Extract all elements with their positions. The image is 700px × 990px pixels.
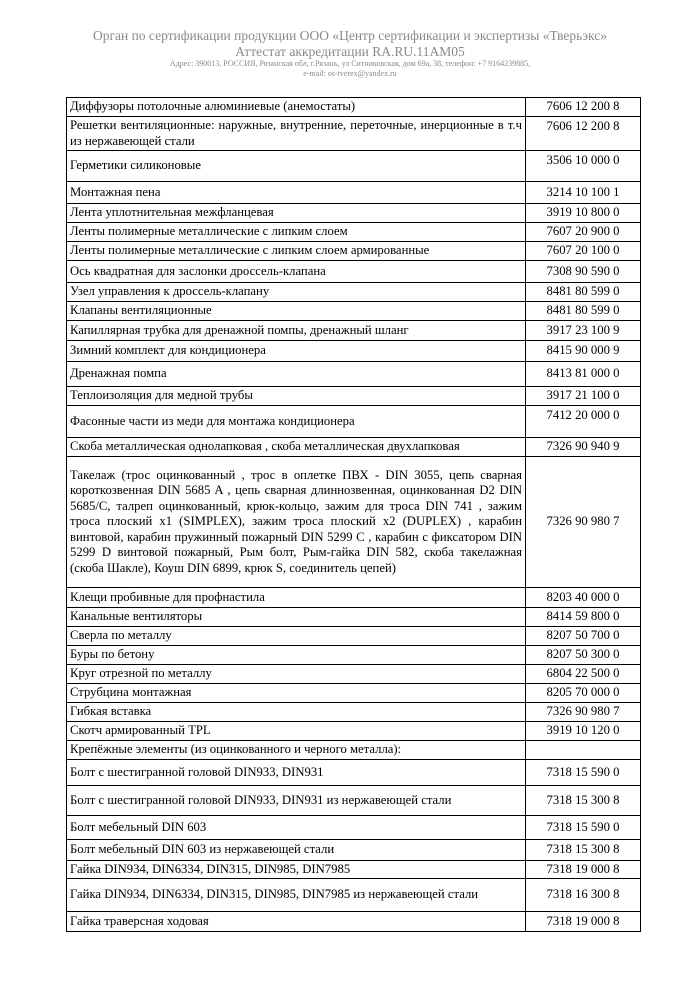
product-name: Гайка траверсная ходовая bbox=[67, 912, 526, 932]
product-code: 6804 22 500 0 bbox=[526, 665, 641, 684]
table-row bbox=[67, 722, 641, 741]
table-row bbox=[67, 840, 641, 861]
product-name: Узел управления к дроссель-клапану bbox=[67, 283, 526, 302]
table-row bbox=[67, 406, 641, 438]
product-name: Ось квадратная для заслонки дроссель-клапана bbox=[67, 261, 526, 283]
product-code: 7318 16 300 8 bbox=[526, 879, 641, 912]
product-code: 7318 15 300 8 bbox=[526, 786, 641, 816]
product-code: 8207 50 300 0 bbox=[526, 646, 641, 665]
product-name: Скоба металлическая однолапковая , скоба металлическая двухлапковая bbox=[67, 438, 526, 457]
product-code: 7606 12 200 8 bbox=[526, 117, 641, 151]
product-code: 8414 59 800 0 bbox=[526, 608, 641, 627]
product-code: 7412 20 000 0 bbox=[526, 406, 641, 438]
product-name: Болт с шестигранной головой DIN933, DIN931 из нержавеющей стали bbox=[67, 786, 526, 816]
product-code: 7318 19 000 8 bbox=[526, 912, 641, 932]
certification-header bbox=[0, 28, 700, 79]
product-name: Теплоизоляция для медной трубы bbox=[67, 387, 526, 406]
table-row bbox=[67, 879, 641, 912]
header-attestat: Аттестат аккредитации RA.RU.11AM05 bbox=[235, 44, 465, 59]
product-code: 7607 20 900 0 bbox=[526, 223, 641, 242]
product-codes-table bbox=[66, 97, 641, 932]
table-row bbox=[67, 703, 641, 722]
table-row bbox=[67, 362, 641, 387]
table-row bbox=[67, 261, 641, 283]
product-code: 7318 19 000 8 bbox=[526, 861, 641, 879]
table-row bbox=[67, 341, 641, 362]
product-code: 7318 15 590 0 bbox=[526, 760, 641, 786]
product-code: 3917 21 100 0 bbox=[526, 387, 641, 406]
product-code: 7318 15 590 0 bbox=[526, 816, 641, 840]
product-code: 3214 10 100 1 bbox=[526, 182, 641, 204]
product-name: Болт с шестигранной головой DIN933, DIN931 bbox=[67, 760, 526, 786]
product-name: Ленты полимерные металлические с липким слоем bbox=[67, 223, 526, 242]
product-code: 3919 10 800 0 bbox=[526, 204, 641, 223]
product-name: Диффузоры потолочные алюминиевые (анемостаты) bbox=[67, 98, 526, 117]
table-row bbox=[67, 627, 641, 646]
table-row bbox=[67, 588, 641, 608]
product-code: 8415 90 000 9 bbox=[526, 341, 641, 362]
table-row bbox=[67, 786, 641, 816]
product-code: 7326 90 980 7 bbox=[526, 703, 641, 722]
product-code: 7326 90 980 7 bbox=[526, 457, 641, 588]
section-heading: Крепёжные элементы (из оцинкованного и черного металла): bbox=[67, 741, 526, 760]
product-name: Клапаны вентиляционные bbox=[67, 302, 526, 321]
product-name: Фасонные части из меди для монтажа кондиционера bbox=[67, 406, 526, 438]
product-code bbox=[526, 741, 641, 760]
table-row bbox=[67, 912, 641, 932]
table-row bbox=[67, 98, 641, 117]
header-address: Адрес: 390013, РОССИЯ, Рязанская обл, г.Рязань, ул Ситниковская, дом 69а, 38, телефон: +7 9164239885, bbox=[169, 59, 531, 68]
product-code: 3506 10 000 0 bbox=[526, 151, 641, 182]
table-row bbox=[67, 117, 641, 151]
product-name: Монтажная пена bbox=[67, 182, 526, 204]
table-row bbox=[67, 665, 641, 684]
product-name: Канальные вентиляторы bbox=[67, 608, 526, 627]
table-row bbox=[67, 646, 641, 665]
table-row bbox=[67, 204, 641, 223]
product-name: Круг отрезной по металлу bbox=[67, 665, 526, 684]
table-row bbox=[67, 760, 641, 786]
table-row bbox=[67, 684, 641, 703]
table-row bbox=[67, 816, 641, 840]
header-email: e-mail: os-tverex@yandex.ru bbox=[303, 69, 397, 78]
product-name: Лента уплотнительная межфланцевая bbox=[67, 204, 526, 223]
table-row bbox=[67, 387, 641, 406]
table-row bbox=[67, 608, 641, 627]
product-name: Герметики силиконовые bbox=[67, 151, 526, 182]
product-code: 7318 15 300 8 bbox=[526, 840, 641, 861]
table-row bbox=[67, 861, 641, 879]
product-code: 8203 40 000 0 bbox=[526, 588, 641, 608]
table-row bbox=[67, 223, 641, 242]
product-name: Капиллярная трубка для дренажной помпы, дренажный шланг bbox=[67, 321, 526, 341]
product-name: Сверла по металлу bbox=[67, 627, 526, 646]
product-name: Такелаж (трос оцинкованный , трос в оплетке ПВХ - DIN 3055, цепь сварная короткозвенная DIN 5685 A , цепь сварная длиннозвенная, оцинкованная D2 DIN 5685/C, талреп оцинкованный, крюк-кольцо, зажим для троса DIN 741 , зажим троса плоский x1 (SIMPLEX), зажим троса плоский x2 (DUPLEX) , карабин винтовой, карабин пружинный пожарный DIN 5299 C , карабин с фиксатором DIN 5299 D винтовой пожарный, Рым болт, Рым-гайка DIN 582, скоба такелажная (скоба Шакле), Коуш DIN 6899, крюк S, соединитель цепей) bbox=[67, 457, 526, 588]
header-organization: Орган по сертификации продукции ООО «Центр сертификации и экспертизы «Тверьэкс» bbox=[92, 28, 608, 43]
product-code: 3917 23 100 9 bbox=[526, 321, 641, 341]
table-row bbox=[67, 182, 641, 204]
product-name: Ленты полимерные металлические с липким слоем армированные bbox=[67, 242, 526, 261]
table-row bbox=[67, 242, 641, 261]
product-code: 8413 81 000 0 bbox=[526, 362, 641, 387]
product-name: Гибкая вставка bbox=[67, 703, 526, 722]
product-name: Болт мебельный DIN 603 bbox=[67, 816, 526, 840]
product-code: 3919 10 120 0 bbox=[526, 722, 641, 741]
product-code: 8481 80 599 0 bbox=[526, 302, 641, 321]
product-code: 7607 20 100 0 bbox=[526, 242, 641, 261]
product-code: 7606 12 200 8 bbox=[526, 98, 641, 117]
table-row bbox=[67, 741, 641, 760]
table-row bbox=[67, 302, 641, 321]
product-name: Гайка DIN934, DIN6334, DIN315, DIN985, DIN7985 bbox=[67, 861, 526, 879]
product-name: Болт мебельный DIN 603 из нержавеющей стали bbox=[67, 840, 526, 861]
table-row bbox=[67, 151, 641, 182]
product-code: 8207 50 700 0 bbox=[526, 627, 641, 646]
product-code: 7308 90 590 0 bbox=[526, 261, 641, 283]
product-name: Решетки вентиляционные: наружные, внутренние, переточные, инерционные в т.ч из нержавеющей стали bbox=[67, 117, 526, 151]
product-name: Гайка DIN934, DIN6334, DIN315, DIN985, DIN7985 из нержавеющей стали bbox=[67, 879, 526, 912]
table-row bbox=[67, 283, 641, 302]
product-name: Буры по бетону bbox=[67, 646, 526, 665]
product-name: Клещи пробивные для профнастила bbox=[67, 588, 526, 608]
product-name: Скотч армированный TPL bbox=[67, 722, 526, 741]
product-name: Зимний комплект для кондиционера bbox=[67, 341, 526, 362]
product-code: 8205 70 000 0 bbox=[526, 684, 641, 703]
product-code: 8481 80 599 0 bbox=[526, 283, 641, 302]
product-code: 7326 90 940 9 bbox=[526, 438, 641, 457]
table-row bbox=[67, 457, 641, 588]
product-name: Дренажная помпа bbox=[67, 362, 526, 387]
table-row bbox=[67, 321, 641, 341]
table-row bbox=[67, 438, 641, 457]
product-name: Струбцина монтажная bbox=[67, 684, 526, 703]
